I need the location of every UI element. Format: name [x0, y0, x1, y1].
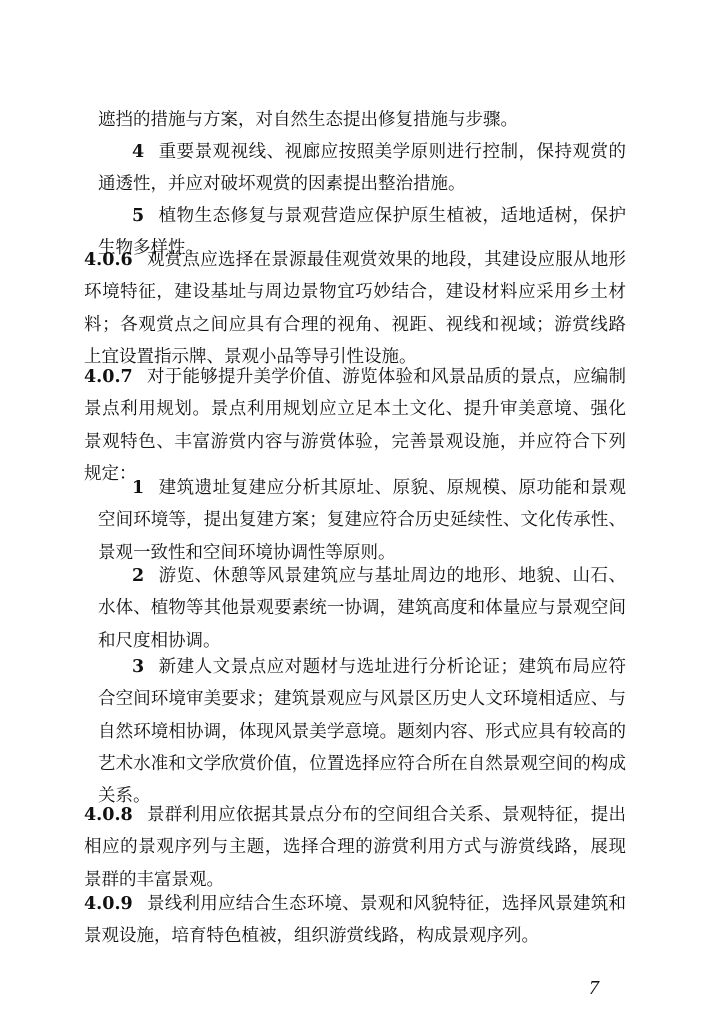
- clause-4-0-7: [84, 361, 626, 490]
- item-number: 4: [132, 142, 145, 162]
- paragraph-text: 对于能够提升美学价值、游览体验和风景品质的景点，应编制景点利用规划。景点利用规划应立足本土文化、提升审美意境、强化景观特色、丰富游赏内容与游赏体验，完善景观设施，并应符合下列规定：: [84, 367, 626, 484]
- list-item-1: [98, 472, 626, 569]
- clause-4-0-6: [84, 244, 626, 373]
- paragraph-text: 重要景观视线、视廊应按照美学原则进行控制，保持观赏的通透性，并应对破坏观赏的因素提出整治措施。: [98, 142, 626, 195]
- paragraph-text: 景线利用应结合生态环境、景观和风貌特征，选择风景建筑和景观设施，培育特色植被，组织游赏线路，构成景观序列。: [84, 894, 626, 947]
- clause-number: 4.0.9: [84, 894, 133, 914]
- item-number: 2: [132, 566, 145, 586]
- paragraph-text: 植物生态修复与景观营造应保护原生植被，适地适树，保护生物多样性。: [98, 206, 626, 259]
- paragraph-text: 建筑遗址复建应分析其原址、原貌、原规模、原功能和景观空间环境等，提出复建方案；复建应符合历史延续性、文化传承性、景观一致性和空间环境协调性等原则。: [98, 478, 626, 563]
- item-number: 5: [132, 206, 145, 226]
- clause-number: 4.0.8: [84, 805, 133, 825]
- item-number: 3: [132, 657, 145, 677]
- clause-number: 4.0.7: [84, 367, 133, 387]
- list-item-4: [98, 136, 626, 201]
- item-number: 1: [132, 478, 145, 498]
- list-item-3: [98, 651, 626, 812]
- clause-4-0-9: [84, 888, 626, 953]
- paragraph-text: 游览、休憩等风景建筑应与基址周边的地形、地貌、山石、水体、植物等其他景观要素统一协调，建筑高度和体量应与景观空间和尺度相协调。: [98, 566, 626, 651]
- clause-number: 4.0.6: [84, 250, 133, 270]
- list-item-2: [98, 560, 626, 657]
- paragraph-text: 观赏点应选择在景源最佳观赏效果的地段，其建设应服从地形环境特征，建设基址与周边景物宜巧妙结合，建设材料应采用乡土材料；各观赏点之间应具有合理的视角、视距、视线和视域；游赏线路上宜设置指示牌、景观小品等导引性设施。: [84, 250, 626, 367]
- paragraph-text: 遮挡的措施与方案，对自然生态提出修复措施与步骤。: [98, 110, 518, 130]
- page-number: 7: [589, 977, 599, 999]
- paragraph-text: 景群利用应依据其景点分布的空间组合关系、景观特征，提出相应的景观序列与主题，选择合理的游赏利用方式与游赏线路，展现景群的丰富景观。: [84, 805, 626, 890]
- clause-4-0-8: [84, 799, 626, 896]
- paragraph-continuation: [98, 104, 626, 136]
- paragraph-text: 新建人文景点应对题材与选址进行分析论证；建筑布局应符合空间环境审美要求；建筑景观应与风景区历史人文环境相适应、与自然环境相协调，体现风景美学意境。题刻内容、形式应具有较高的艺术水准和文学欣赏价值，位置选择应符合所在自然景观空间的构成关系。: [98, 657, 626, 807]
